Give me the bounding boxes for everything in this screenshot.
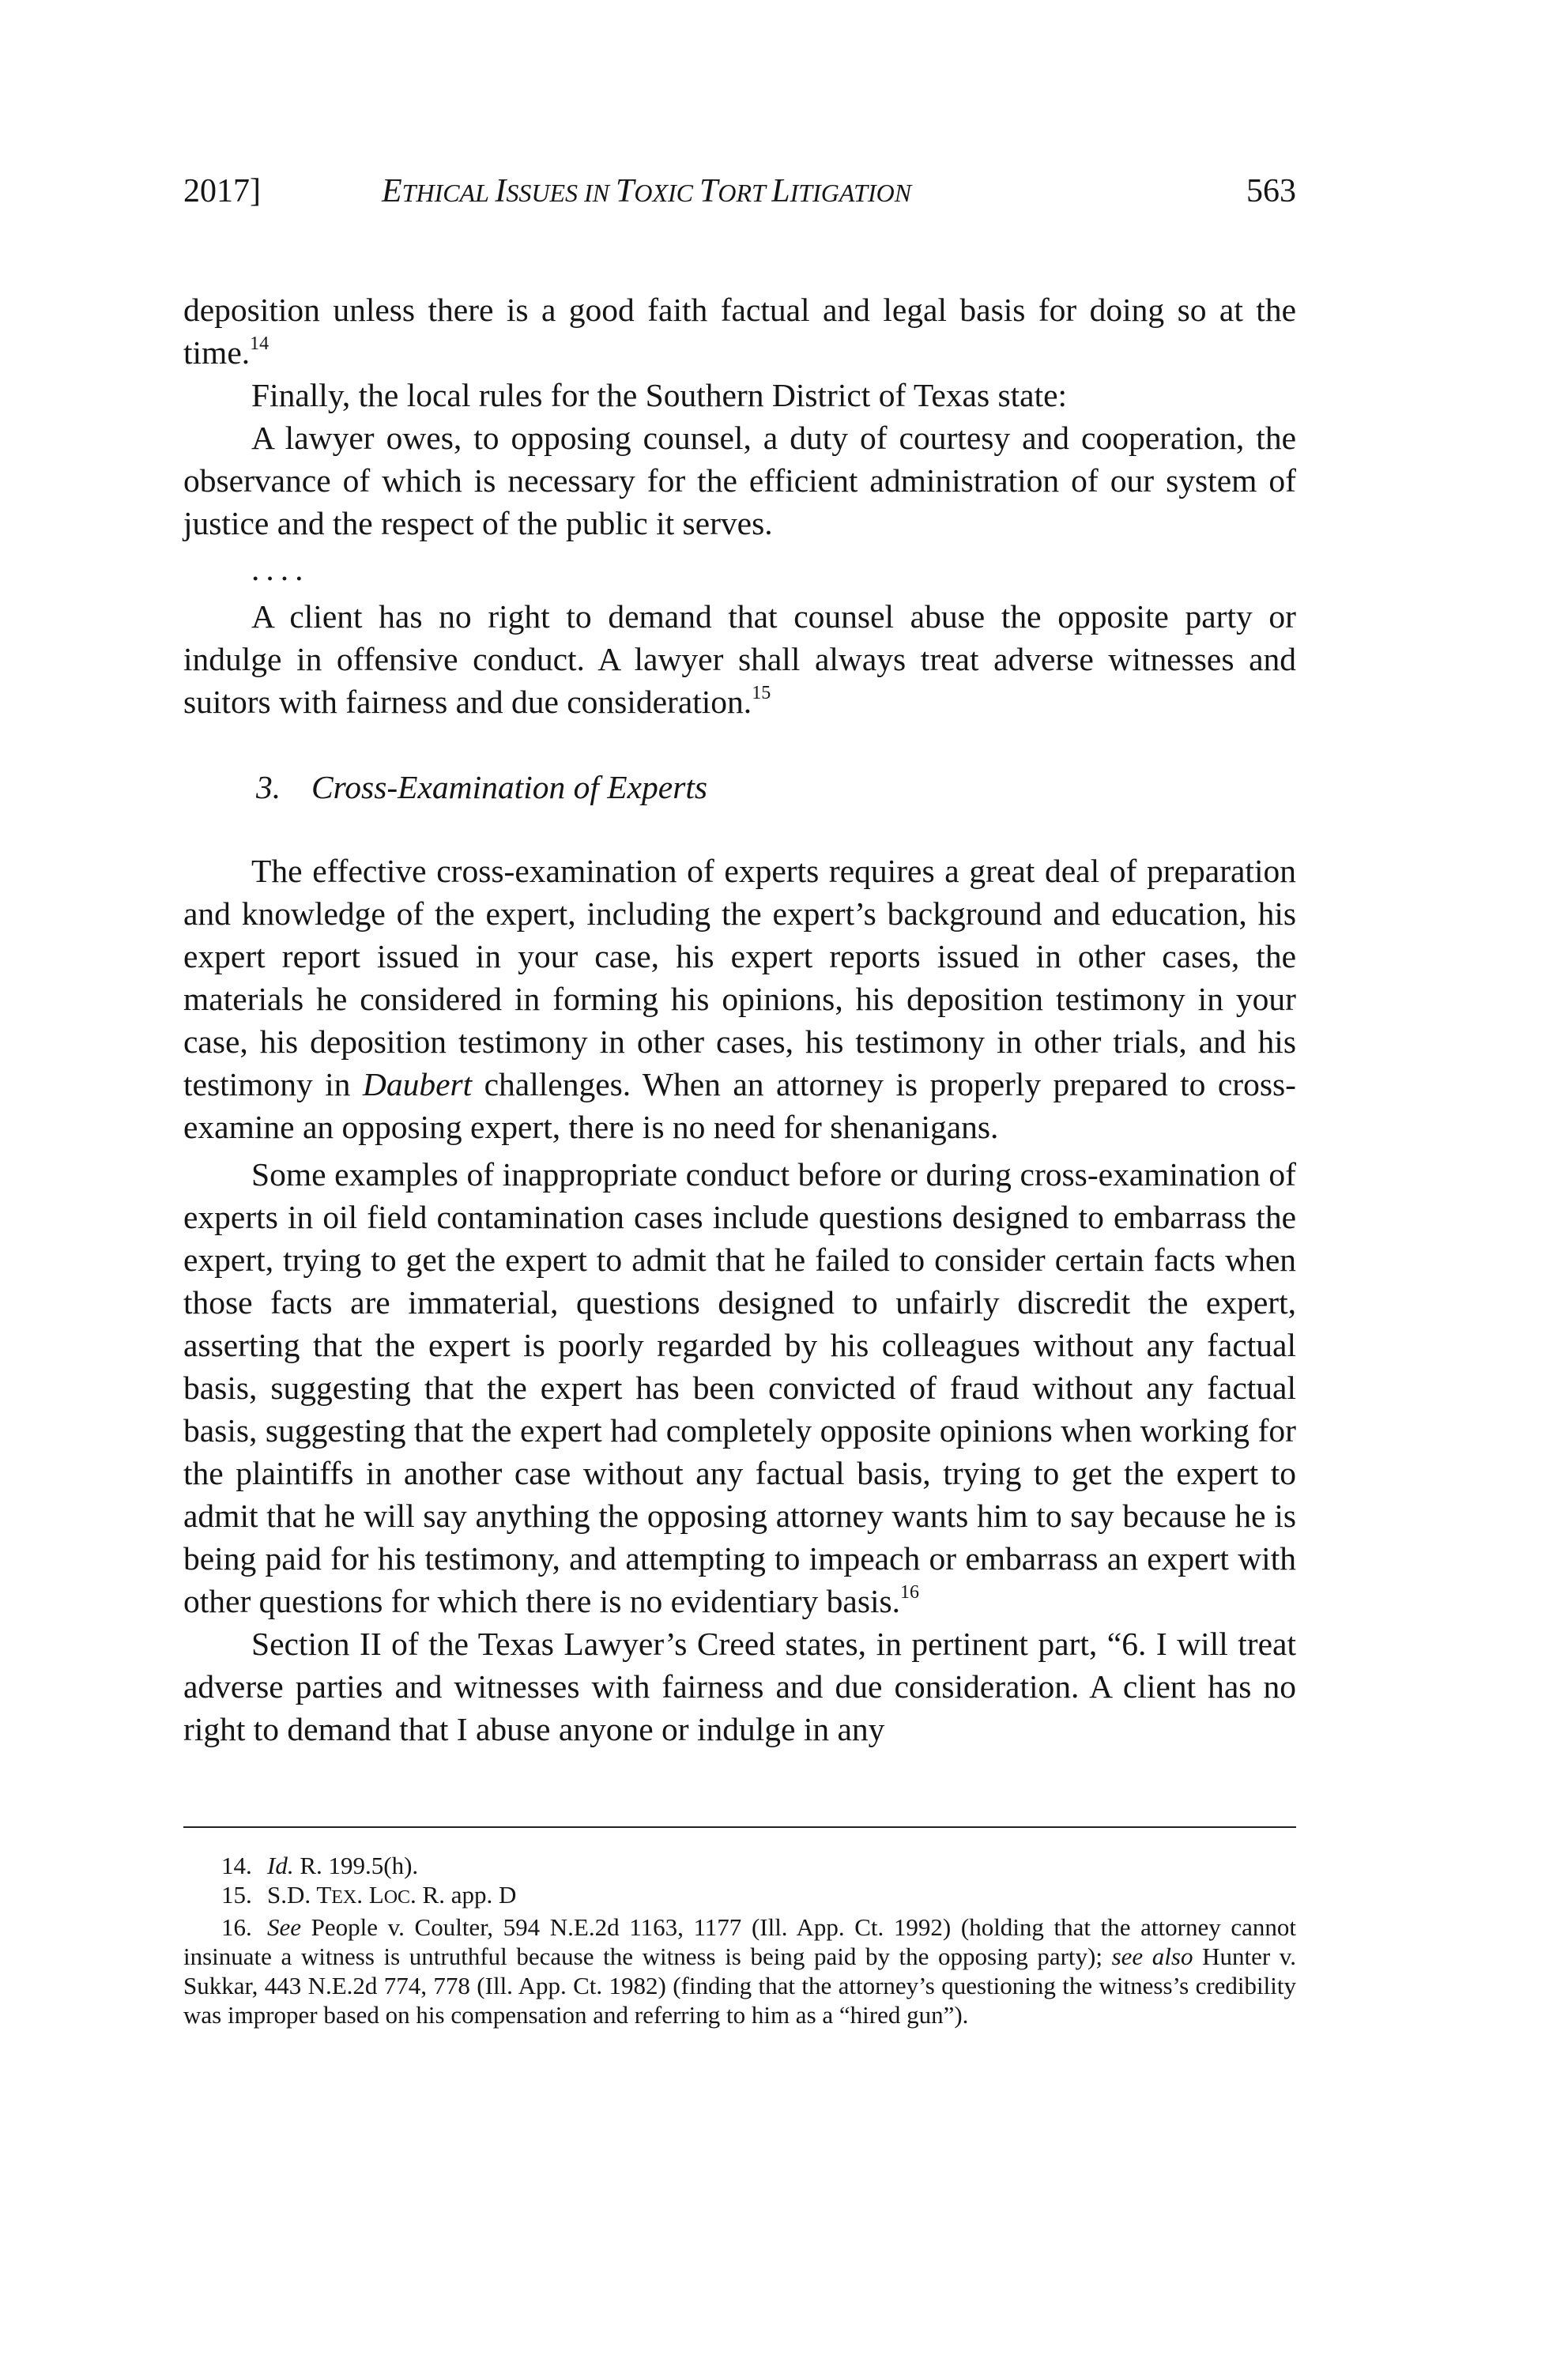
footnote-ref-14[interactable]: 14 (250, 334, 270, 354)
footnotes (183, 1851, 1296, 2029)
main-text (183, 288, 1296, 1750)
footnote-ref-15[interactable]: 15 (752, 683, 771, 703)
footnote-14: 14. Id. R. 199.5(h). (221, 1852, 419, 1879)
header-article-title: ETHICAL ISSUES IN TOXIC TORT LITIGATION (382, 173, 912, 209)
block-quote (183, 416, 1296, 723)
paragraph-effective-cross: The effective cross-examination of experts requires a great deal of preparation and knowledge of the expert, including the expert’s background and education, his expert report issued in your case, his expert reports issued in other cases, the materials he considered in forming his opinions, his deposition testimony in your case, his deposition testimony in other cases, his testimony in other trials, and his testimony in Daubert challenges. When an attorney is properly prepared to cross-examine an opposing expert, there is no need for shenanigans. (183, 853, 1296, 1145)
section-number: 3. (256, 769, 281, 805)
quote-paragraph-2: A client has no right to demand that counsel abuse the opposite party or indulge in offensive conduct. A lawyer shall always treat adverse witnesses and suitors with fairness and due consideration.$^{15}$ (183, 598, 1296, 720)
case-name-daubert: Daubert (362, 1066, 473, 1102)
paragraph-lawyers-creed: Section II of the Texas Lawyer’s Creed states, in pertinent part, “6. I will treat adverse parties and witnesses with fairness and due consideration. A client has no right to demand that I abuse anyone or indulge in any (183, 1626, 1296, 1747)
paragraph-local-rules-intro: Finally, the local rules for the Southern District of Texas state: (251, 377, 1068, 413)
section-title: Cross-Examination of Experts (311, 769, 708, 805)
footnote-ref-16[interactable]: 16 (900, 1582, 920, 1603)
section-heading (256, 766, 1296, 808)
header-volume-year: 2017] (183, 173, 261, 209)
quote-ellipsis: .... (251, 551, 310, 587)
paragraph-examples: Some examples of inappropriate conduct before or during cross-examination of experts in oil field contamination cases include questions designed to embarrass the expert, trying to get the expert to admit that he failed to consider certain facts when those facts are immaterial, questions designed to unfairly discredit the expert, asserting that the expert is poorly regarded by his colleagues without any factual basis, suggesting that the expert has been convicted of fraud without any factual basis, suggesting that the expert had completely opposite opinions when working for the plaintiffs in another case without any factual basis, trying to get the expert to admit that he will say anything the opposing attorney wants him to say because he is being paid for his testimony, and attempting to impeach or embarrass an expert with other questions for which there is no evidentiary basis.$^{16}$ (183, 1156, 1296, 1619)
footnote-divider (183, 1826, 1296, 1828)
quote-paragraph-1: A lawyer owes, to opposing counsel, a duty of courtesy and cooperation, the observance of which is necessary for the efficient administration of our system of justice and the respect of the public it serves. (183, 420, 1296, 541)
footnote-15: 15. S.D. TEX. LOC. R. app. D (221, 1881, 517, 1909)
footnote-16: 16. See People v. Coulter, 594 N.E.2d 1163, 1177 (Ill. App. Ct. 1992) (holding that the attorney cannot insinuate a witness is untruthful because the witness is being paid by the opposing party); see also Hunter v. Sukkar, 443 N.E.2d 774, 778 (Ill. App. Ct. 1982) (finding that the attorney’s questioning the witness’s credibility was improper based on his compensation and referring to him as a “hired gun”). (183, 1913, 1296, 2029)
paragraph-continued: deposition unless there is a good faith factual and legal basis for doing so at the time.$^{14}$ (183, 292, 1296, 371)
header-page-number: 563 (1246, 173, 1296, 209)
running-header (0, 172, 1568, 220)
